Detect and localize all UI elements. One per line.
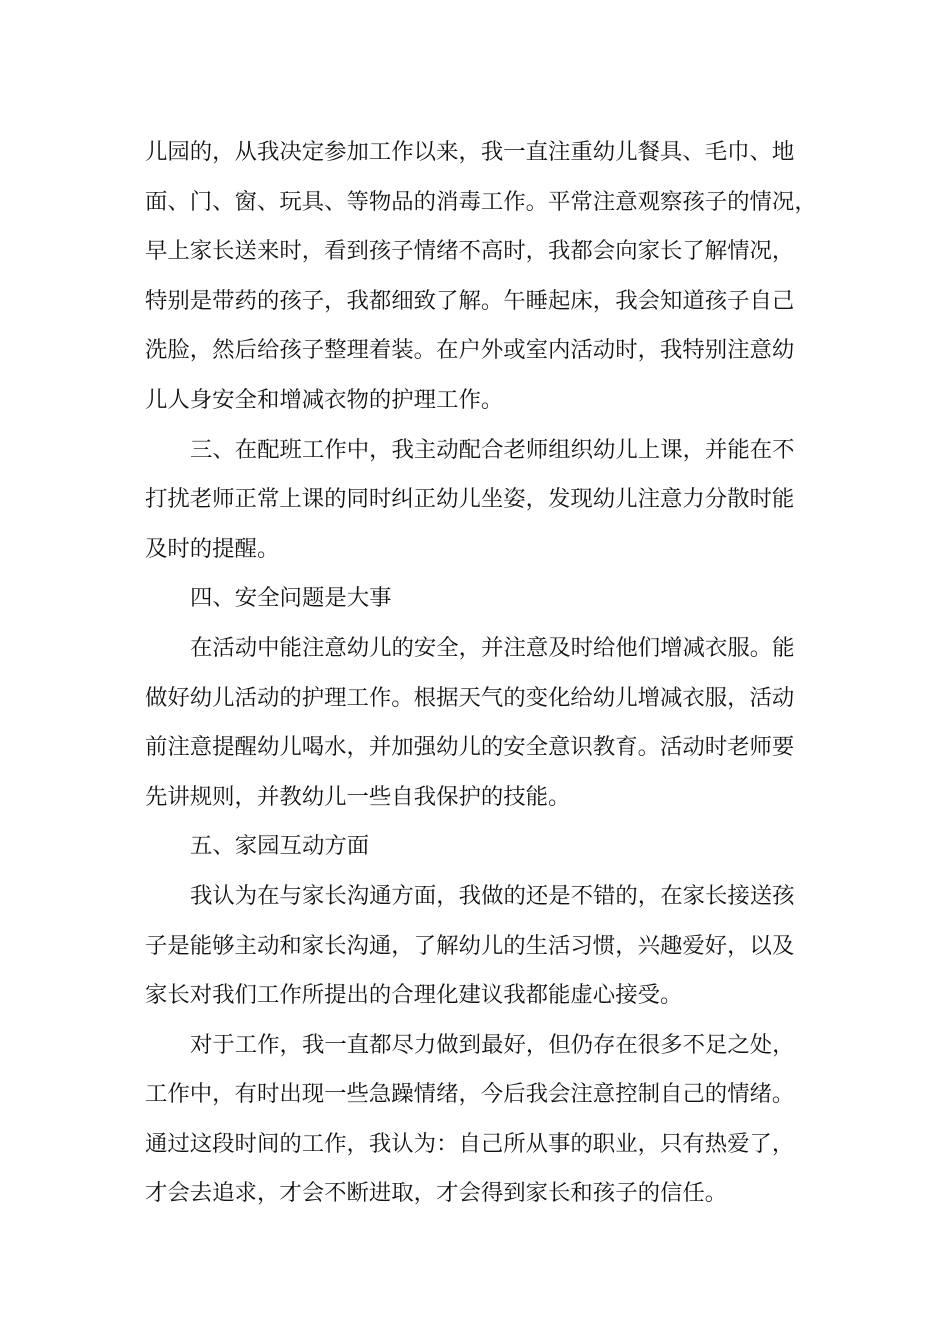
text-line: 做好幼儿活动的护理工作。根据天气的变化给幼儿增减衣服，活动: [145, 684, 795, 711]
text-line: 打扰老师正常上课的同时纠正幼儿坐姿，发现幼儿注意力分散时能: [145, 486, 795, 513]
text-line: 儿人身安全和增减衣物的护理工作。: [145, 386, 504, 413]
text-line: 才会去追求，才会不断进取，才会得到家长和孩子的信任。: [145, 1180, 728, 1207]
text-line: 工作中，有时出现一些急躁情绪，今后我会注意控制自己的情绪。: [145, 1081, 795, 1108]
text-line: 对于工作，我一直都尽力做到最好，但仍存在很多不足之处，: [190, 1031, 795, 1058]
document-body: [145, 128, 825, 1219]
text-line: 儿园的，从我决定参加工作以来，我一直注重幼儿餐具、毛巾、地: [145, 139, 795, 165]
text-line: 通过这段时间的工作，我认为：自己所从事的职业，只有热爱了，: [145, 1130, 795, 1157]
section-three-heading-line: 三、在配班工作中，我主动配合老师组织幼儿上课，并能在不: [190, 436, 795, 463]
text-line: 面、门、窗、玩具、等物品的消毒工作。平常注意观察孩子的情况，: [145, 188, 817, 215]
text-line: 先讲规则，并教幼儿一些自我保护的技能。: [145, 783, 571, 810]
text-line: 前注意提醒幼儿喝水，并加强幼儿的安全意识教育。活动时老师要: [145, 734, 795, 761]
text-line: 早上家长送来时，看到孩子情绪不高时，我都会向家长了解情况，: [145, 238, 795, 265]
text-line: 特别是带药的孩子，我都细致了解。午睡起床，我会知道孩子自己: [145, 287, 795, 314]
text-line: 子是能够主动和家长沟通，了解幼儿的生活习惯，兴趣爱好，以及: [145, 932, 795, 959]
text-line: 及时的提醒。: [145, 535, 280, 562]
section-five-heading: 五、家园互动方面: [190, 833, 370, 860]
text-line: 我认为在与家长沟通方面，我做的还是不错的，在家长接送孩: [190, 882, 795, 909]
text-line: 洗脸，然后给孩子整理着装。在户外或室内活动时，我特别注意幼: [145, 337, 795, 364]
text-line: 在活动中能注意幼儿的安全，并注意及时给他们增减衣服。能: [190, 634, 795, 661]
text-line: 家长对我们工作所提出的合理化建议我都能虚心接受。: [145, 982, 683, 1009]
section-four-heading: 四、安全问题是大事: [190, 585, 392, 612]
